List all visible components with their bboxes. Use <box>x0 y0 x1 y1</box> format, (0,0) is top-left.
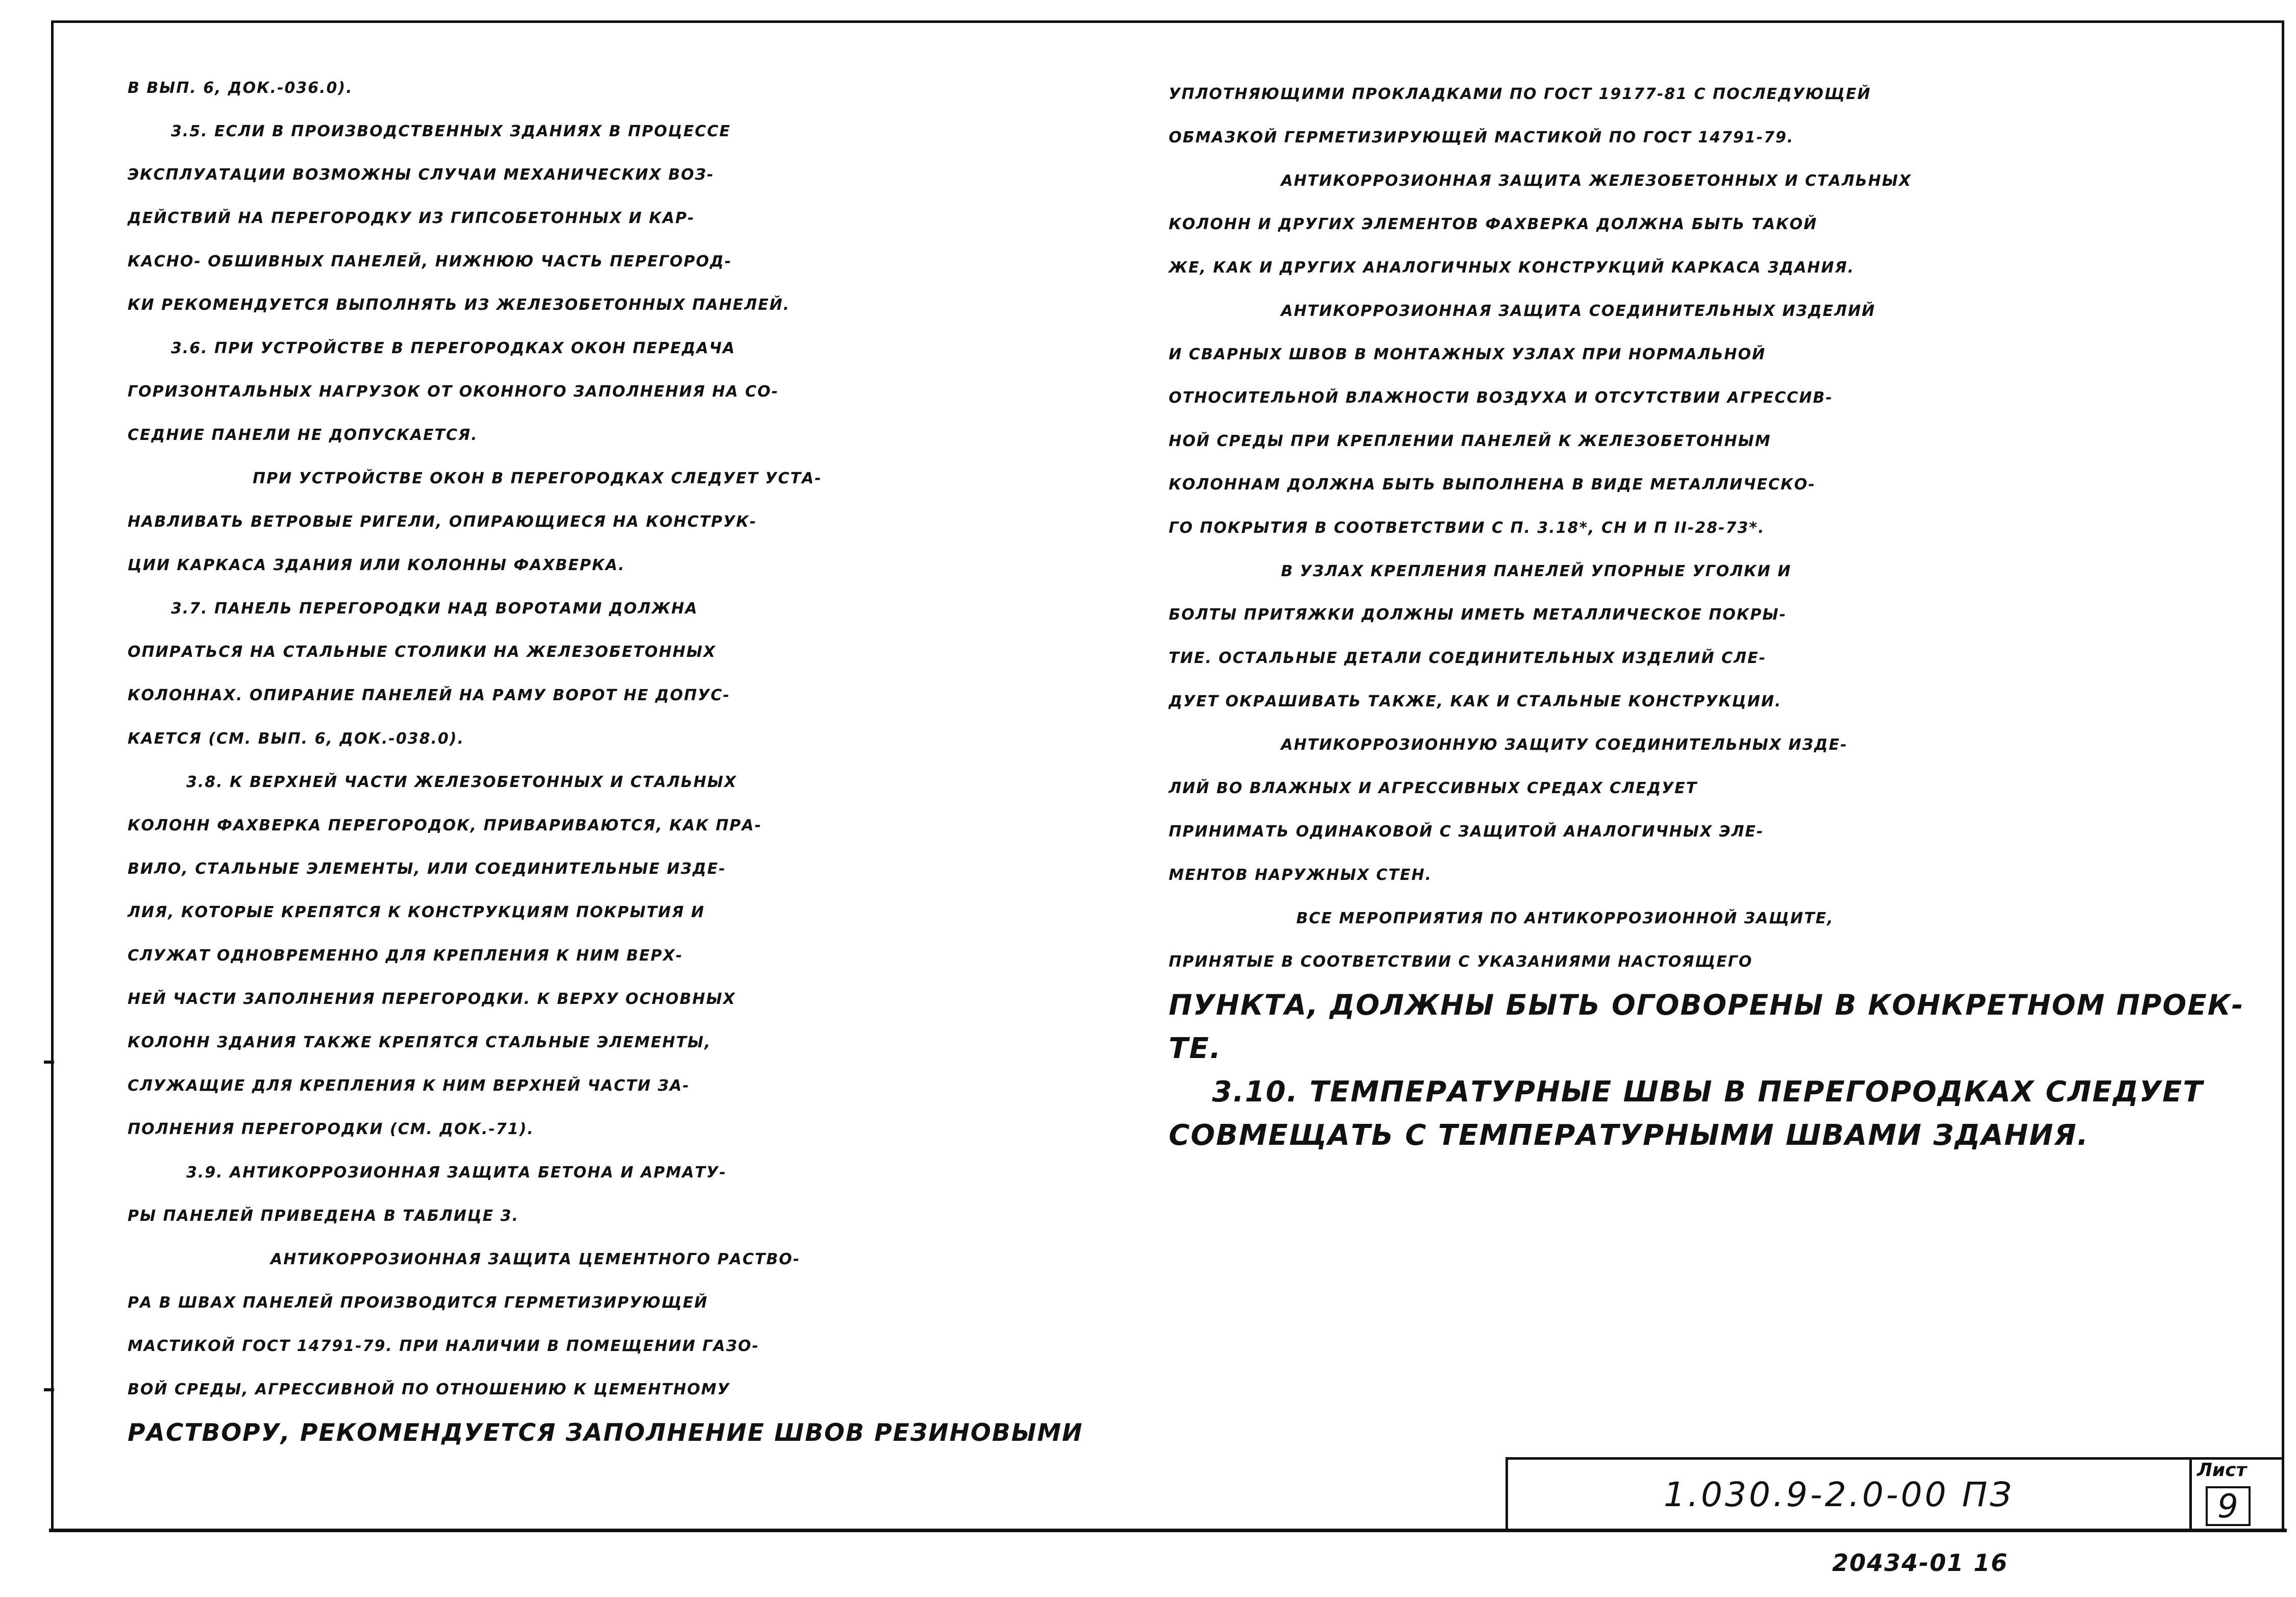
text-line: 3.5. ЕСЛИ В ПРОИЗВОДСТВЕННЫХ ЗДАНИЯХ В ПРОЦЕССЕ <box>171 122 731 140</box>
text-line: КОЛОНН ФАХВЕРКА ПЕРЕГОРОДОК, ПРИВАРИВАЮТСЯ, КАК ПРА- <box>128 817 762 834</box>
text-line: СОВМЕЩАТЬ С ТЕМПЕРАТУРНЫМИ ШВАМИ ЗДАНИЯ. <box>1169 1119 2089 1152</box>
text-line: ВОЙ СРЕДЫ, АГРЕССИВНОЙ ПО ОТНОШЕНИЮ К ЦЕМЕНТНОМУ <box>128 1381 730 1398</box>
text-line: ЖЕ, КАК И ДРУГИХ АНАЛОГИЧНЫХ КОНСТРУКЦИЙ КАРКАСА ЗДАНИЯ. <box>1169 259 1855 277</box>
text-line: АНТИКОРРОЗИОННАЯ ЗАЩИТА СОЕДИНИТЕЛЬНЫХ ИЗДЕЛИЙ <box>1281 302 1876 320</box>
text-line: ВСЕ МЕРОПРИЯТИЯ ПО АНТИКОРРОЗИОННОЙ ЗАЩИТЕ, <box>1296 910 1834 927</box>
text-line: РА В ШВАХ ПАНЕЛЕЙ ПРОИЗВОДИТСЯ ГЕРМЕТИЗИРУЮЩЕЙ <box>128 1294 708 1312</box>
text-line: НЕЙ ЧАСТИ ЗАПОЛНЕНИЯ ПЕРЕГОРОДКИ. К ВЕРХУ ОСНОВНЫХ <box>128 990 736 1008</box>
text-line: АНТИКОРРОЗИОННУЮ ЗАЩИТУ СОЕДИНИТЕЛЬНЫХ ИЗДЕ- <box>1281 736 1848 754</box>
text-line: КОЛОНН ЗДАНИЯ ТАКЖЕ КРЕПЯТСЯ СТАЛЬНЫЕ ЭЛЕМЕНТЫ, <box>128 1034 711 1051</box>
text-line: КОЛОНН И ДРУГИХ ЭЛЕМЕНТОВ ФАХВЕРКА ДОЛЖНА БЫТЬ ТАКОЙ <box>1169 215 1818 233</box>
text-line: ТЕ. <box>1169 1032 1222 1065</box>
text-line: УПЛОТНЯЮЩИМИ ПРОКЛАДКАМИ ПО ГОСТ 19177-81 С ПОСЛЕДУЮЩЕЙ <box>1169 85 1871 103</box>
text-line: 3.9. АНТИКОРРОЗИОННАЯ ЗАЩИТА БЕТОНА И АРМАТУ- <box>186 1164 727 1182</box>
text-line: ТИЕ. ОСТАЛЬНЫЕ ДЕТАЛИ СОЕДИНИТЕЛЬНЫХ ИЗДЕЛИЙ СЛЕ- <box>1169 649 1767 667</box>
text-line: ПРИНИМАТЬ ОДИНАКОВОЙ С ЗАЩИТОЙ АНАЛОГИЧНЫХ ЭЛЕ- <box>1169 823 1764 841</box>
text-line: В ВЫП. 6, ДОК.-036.0). <box>128 79 353 97</box>
frame-bottom-border <box>49 1529 2287 1532</box>
text-line: ВИЛО, СТАЛЬНЫЕ ЭЛЕМЕНТЫ, ИЛИ СОЕДИНИТЕЛЬНЫЕ ИЗДЕ- <box>128 860 726 878</box>
text-line: ОБМАЗКОЙ ГЕРМЕТИЗИРУЮЩЕЙ МАСТИКОЙ ПО ГОСТ 14791-79. <box>1169 129 1794 146</box>
right-text-column <box>1169 72 2244 1157</box>
margin-tick <box>44 1061 54 1064</box>
text-line: КАСНО- ОБШИВНЫХ ПАНЕЛЕЙ, НИЖНЮЮ ЧАСТЬ ПЕРЕГОРОД- <box>128 253 732 271</box>
text-line: ЛИЙ ВО ВЛАЖНЫХ И АГРЕССИВНЫХ СРЕДАХ СЛЕДУЕТ <box>1169 779 1698 797</box>
text-line: ЦИИ КАРКАСА ЗДАНИЯ ИЛИ КОЛОННЫ ФАХВЕРКА. <box>128 556 625 574</box>
text-line: ПУНКТА, ДОЛЖНЫ БЫТЬ ОГОВОРЕНЫ В КОНКРЕТНОМ ПРОЕК- <box>1169 989 2244 1021</box>
text-line: СЛУЖАЩИЕ ДЛЯ КРЕПЛЕНИЯ К НИМ ВЕРХНЕЙ ЧАСТИ ЗА- <box>128 1077 690 1095</box>
text-line: 3.8. К ВЕРХНЕЙ ЧАСТИ ЖЕЛЕЗОБЕТОННЫХ И СТАЛЬНЫХ <box>186 773 737 791</box>
text-line: РАСТВОРУ, РЕКОМЕНДУЕТСЯ ЗАПОЛНЕНИЕ ШВОВ РЕЗИНОВЫМИ <box>128 1419 1083 1447</box>
text-line: РЫ ПАНЕЛЕЙ ПРИВЕДЕНА В ТАБЛИЦЕ 3. <box>128 1207 519 1225</box>
sheet-number: 9 <box>2217 1488 2238 1526</box>
text-line: БОЛТЫ ПРИТЯЖКИ ДОЛЖНЫ ИМЕТЬ МЕТАЛЛИЧЕСКОЕ ПОКРЫ- <box>1169 606 1787 624</box>
text-line: СЕДНИЕ ПАНЕЛИ НЕ ДОПУСКАЕТСЯ. <box>128 426 478 444</box>
margin-tick <box>44 1388 54 1391</box>
text-line: ОПИРАТЬСЯ НА СТАЛЬНЫЕ СТОЛИКИ НА ЖЕЛЕЗОБЕТОННЫХ <box>128 643 717 661</box>
text-line: В УЗЛАХ КРЕПЛЕНИЯ ПАНЕЛЕЙ УПОРНЫЕ УГОЛКИ И <box>1281 562 1792 580</box>
document-designation: 1.030.9-2.0-00 ПЗ <box>1664 1475 2014 1514</box>
text-line: ГОРИЗОНТАЛЬНЫХ НАГРУЗОК ОТ ОКОННОГО ЗАПОЛНЕНИЯ НА СО- <box>128 383 779 401</box>
text-line: АНТИКОРРОЗИОННАЯ ЗАЩИТА ЖЕЛЕЗОБЕТОННЫХ И СТАЛЬНЫХ <box>1281 172 1912 190</box>
sheet-label: Лист <box>2197 1460 2247 1481</box>
text-line: НОЙ СРЕДЫ ПРИ КРЕПЛЕНИИ ПАНЕЛЕЙ К ЖЕЛЕЗОБЕТОННЫМ <box>1169 432 1771 450</box>
text-line: ПОЛНЕНИЯ ПЕРЕГОРОДКИ (СМ. ДОК.-71). <box>128 1120 534 1138</box>
text-line: КОЛОННАХ. ОПИРАНИЕ ПАНЕЛЕЙ НА РАМУ ВОРОТ НЕ ДОПУС- <box>128 686 730 704</box>
text-line: МАСТИКОЙ ГОСТ 14791-79. ПРИ НАЛИЧИИ В ПОМЕЩЕНИИ ГАЗО- <box>128 1337 759 1355</box>
text-line: ГО ПОКРЫТИЯ В СООТВЕТСТВИИ С П. 3.18*, СН И П II-28-73*. <box>1169 519 1765 537</box>
text-line: 3.10. ТЕМПЕРАТУРНЫЕ ШВЫ В ПЕРЕГОРОДКАХ СЛЕДУЕТ <box>1212 1075 2204 1109</box>
left-text-column <box>128 66 1083 1455</box>
text-line: ПРИ УСТРОЙСТВЕ ОКОН В ПЕРЕГОРОДКАХ СЛЕДУЕТ УСТА- <box>253 470 822 487</box>
text-line: ЭКСПЛУАТАЦИИ ВОЗМОЖНЫ СЛУЧАИ МЕХАНИЧЕСКИХ ВОЗ- <box>128 166 714 184</box>
text-line: ДЕЙСТВИЙ НА ПЕРЕГОРОДКУ ИЗ ГИПСОБЕТОННЫХ И КАР- <box>128 209 695 227</box>
archive-number: 20434-01 16 <box>1832 1549 2009 1577</box>
text-line: СЛУЖАТ ОДНОВРЕМЕННО ДЛЯ КРЕПЛЕНИЯ К НИМ ВЕРХ- <box>128 947 683 965</box>
text-line: 3.6. ПРИ УСТРОЙСТВЕ В ПЕРЕГОРОДКАХ ОКОН ПЕРЕДАЧА <box>171 339 736 357</box>
text-line: АНТИКОРРОЗИОННАЯ ЗАЩИТА ЦЕМЕНТНОГО РАСТВО- <box>270 1250 801 1268</box>
text-line: И СВАРНЫХ ШВОВ В МОНТАЖНЫХ УЗЛАХ ПРИ НОРМАЛЬНОЙ <box>1169 346 1766 363</box>
text-line: КОЛОННАМ ДОЛЖНА БЫТЬ ВЫПОЛНЕНА В ВИДЕ МЕТАЛЛИЧЕСКО- <box>1169 476 1816 494</box>
text-line: ДУЕТ ОКРАШИВАТЬ ТАКЖЕ, КАК И СТАЛЬНЫЕ КОНСТРУКЦИИ. <box>1169 693 1782 710</box>
text-line: МЕНТОВ НАРУЖНЫХ СТЕН. <box>1169 866 1433 884</box>
text-line: ЛИЯ, КОТОРЫЕ КРЕПЯТСЯ К КОНСТРУКЦИЯМ ПОКРЫТИЯ И <box>128 903 705 921</box>
text-line: КИ РЕКОМЕНДУЕТСЯ ВЫПОЛНЯТЬ ИЗ ЖЕЛЕЗОБЕТОННЫХ ПАНЕЛЕЙ. <box>128 296 791 314</box>
text-line: НАВЛИВАТЬ ВЕТРОВЫЕ РИГЕЛИ, ОПИРАЮЩИЕСЯ НА КОНСТРУК- <box>128 513 757 531</box>
text-line: 3.7. ПАНЕЛЬ ПЕРЕГОРОДКИ НАД ВОРОТАМИ ДОЛЖНА <box>171 600 698 618</box>
text-line: КАЕТСЯ (СМ. ВЫП. 6, ДОК.-038.0). <box>128 730 464 748</box>
text-line: ОТНОСИТЕЛЬНОЙ ВЛАЖНОСТИ ВОЗДУХА И ОТСУТСТВИИ АГРЕССИВ- <box>1169 389 1833 407</box>
text-line: ПРИНЯТЫЕ В СООТВЕТСТВИИ С УКАЗАНИЯМИ НАСТОЯЩЕГО <box>1169 953 1753 971</box>
